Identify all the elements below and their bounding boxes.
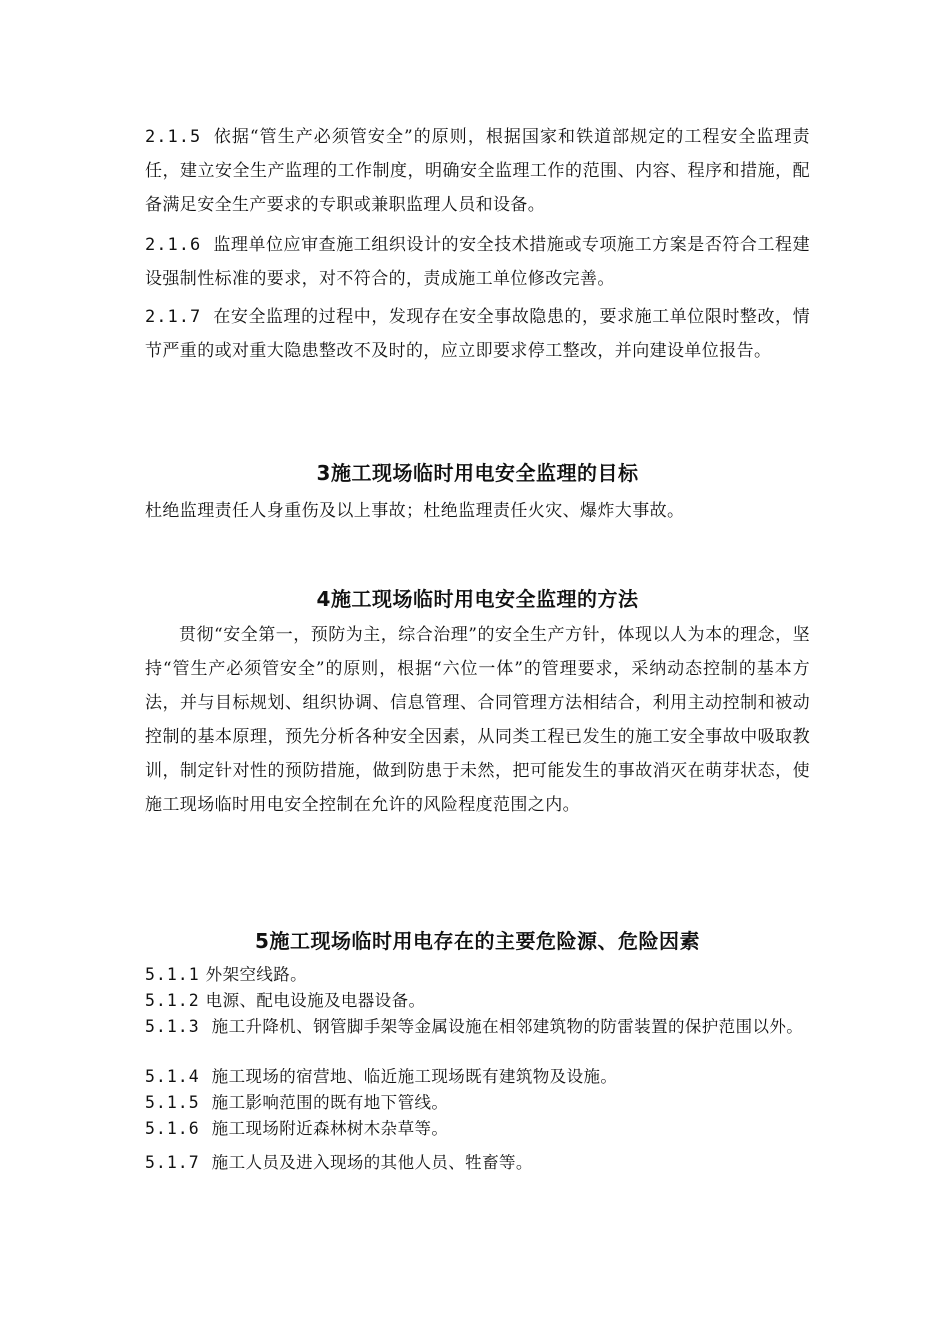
clause-text: 电源、配电设施及电器设备。 xyxy=(205,991,426,1010)
clause-5-1-3 xyxy=(145,1016,810,1038)
clause-number: 5.1.6 xyxy=(145,1119,200,1138)
clause-5-1-7 xyxy=(145,1152,810,1174)
clause-2-1-5 xyxy=(145,120,810,222)
clause-number: 5.1.2 xyxy=(145,991,200,1010)
clause-number: 5.1.3 xyxy=(145,1017,200,1036)
clause-2-1-7 xyxy=(145,300,810,368)
clause-5-1-5 xyxy=(145,1092,810,1114)
clause-5-1-2 xyxy=(145,990,810,1012)
section-5-heading: 5施工现场临时用电存在的主要危险源、危险因素 xyxy=(255,929,700,953)
clause-text: 在安全监理的过程中，发现存在安全事故隐患的，要求施工单位限时整改，情节严重的或对重大隐患整改不及时的，应立即要求停工整改，并向建设单位报告。 xyxy=(145,307,810,361)
clause-5-1-6 xyxy=(145,1118,810,1140)
clause-text: 施工升降机、钢管脚手架等金属设施在相邻建筑物的防雷装置的保护范围以外。 xyxy=(211,1017,804,1036)
clause-text: 外架空线路。 xyxy=(205,965,308,984)
clause-number: 5.1.7 xyxy=(145,1153,200,1172)
clause-number: 2.1.6 xyxy=(145,235,202,255)
clause-number: 2.1.5 xyxy=(145,127,202,147)
section-3-heading: 3施工现场临时用电安全监理的目标 xyxy=(316,461,639,485)
section-4-body: 贯彻“安全第一，预防为主，综合治理”的安全生产方针，体现以人为本的理念，坚持“管生产必须管安全”的原则，根据“六位一体”的管理要求，采纳动态控制的基本方法，并与目标规划、组织协调、信息管理、合同管理方法相结合，利用主动控制和被动控制的基本原理，预先分析各种安全因素，从同类工程已发生的施工安全事故中吸取教训，制定针对性的预防措施，做到防患于未然，把可能发生的事故消灭在萌芽状态，使施工现场临时用电安全控制在允许的风险程度范围之内。 xyxy=(145,625,810,815)
clause-2-1-6 xyxy=(145,228,810,296)
clause-text: 施工人员及进入现场的其他人员、牲畜等。 xyxy=(211,1153,533,1172)
clause-number: 5.1.5 xyxy=(145,1093,200,1112)
clause-number: 5.1.1 xyxy=(145,965,200,984)
clause-text: 监理单位应审查施工组织设计的安全技术措施或专项施工方案是否符合工程建设强制性标准的要求，对不符合的，责成施工单位修改完善。 xyxy=(145,235,810,289)
clause-text: 施工现场附近森林树木杂草等。 xyxy=(211,1119,449,1138)
clause-5-1-1 xyxy=(145,964,810,986)
clause-number: 5.1.4 xyxy=(145,1067,200,1086)
clause-5-1-4 xyxy=(145,1066,810,1088)
clause-text: 依据“管生产必须管安全”的原则，根据国家和铁道部规定的工程安全监理责任，建立安全生产监理的工作制度，明确安全监理工作的范围、内容、程序和措施，配备满足安全生产要求的专职或兼职监理人员和设备。 xyxy=(145,127,810,215)
section-4-heading: 4施工现场临时用电安全监理的方法 xyxy=(316,587,639,611)
clause-text: 施工影响范围的既有地下管线。 xyxy=(211,1093,449,1112)
section-3-body: 杜绝监理责任人身重伤及以上事故；杜绝监理责任火灾、爆炸大事故。 xyxy=(145,501,685,521)
clause-text: 施工现场的宿营地、临近施工现场既有建筑物及设施。 xyxy=(211,1067,618,1086)
clause-number: 2.1.7 xyxy=(145,307,202,327)
